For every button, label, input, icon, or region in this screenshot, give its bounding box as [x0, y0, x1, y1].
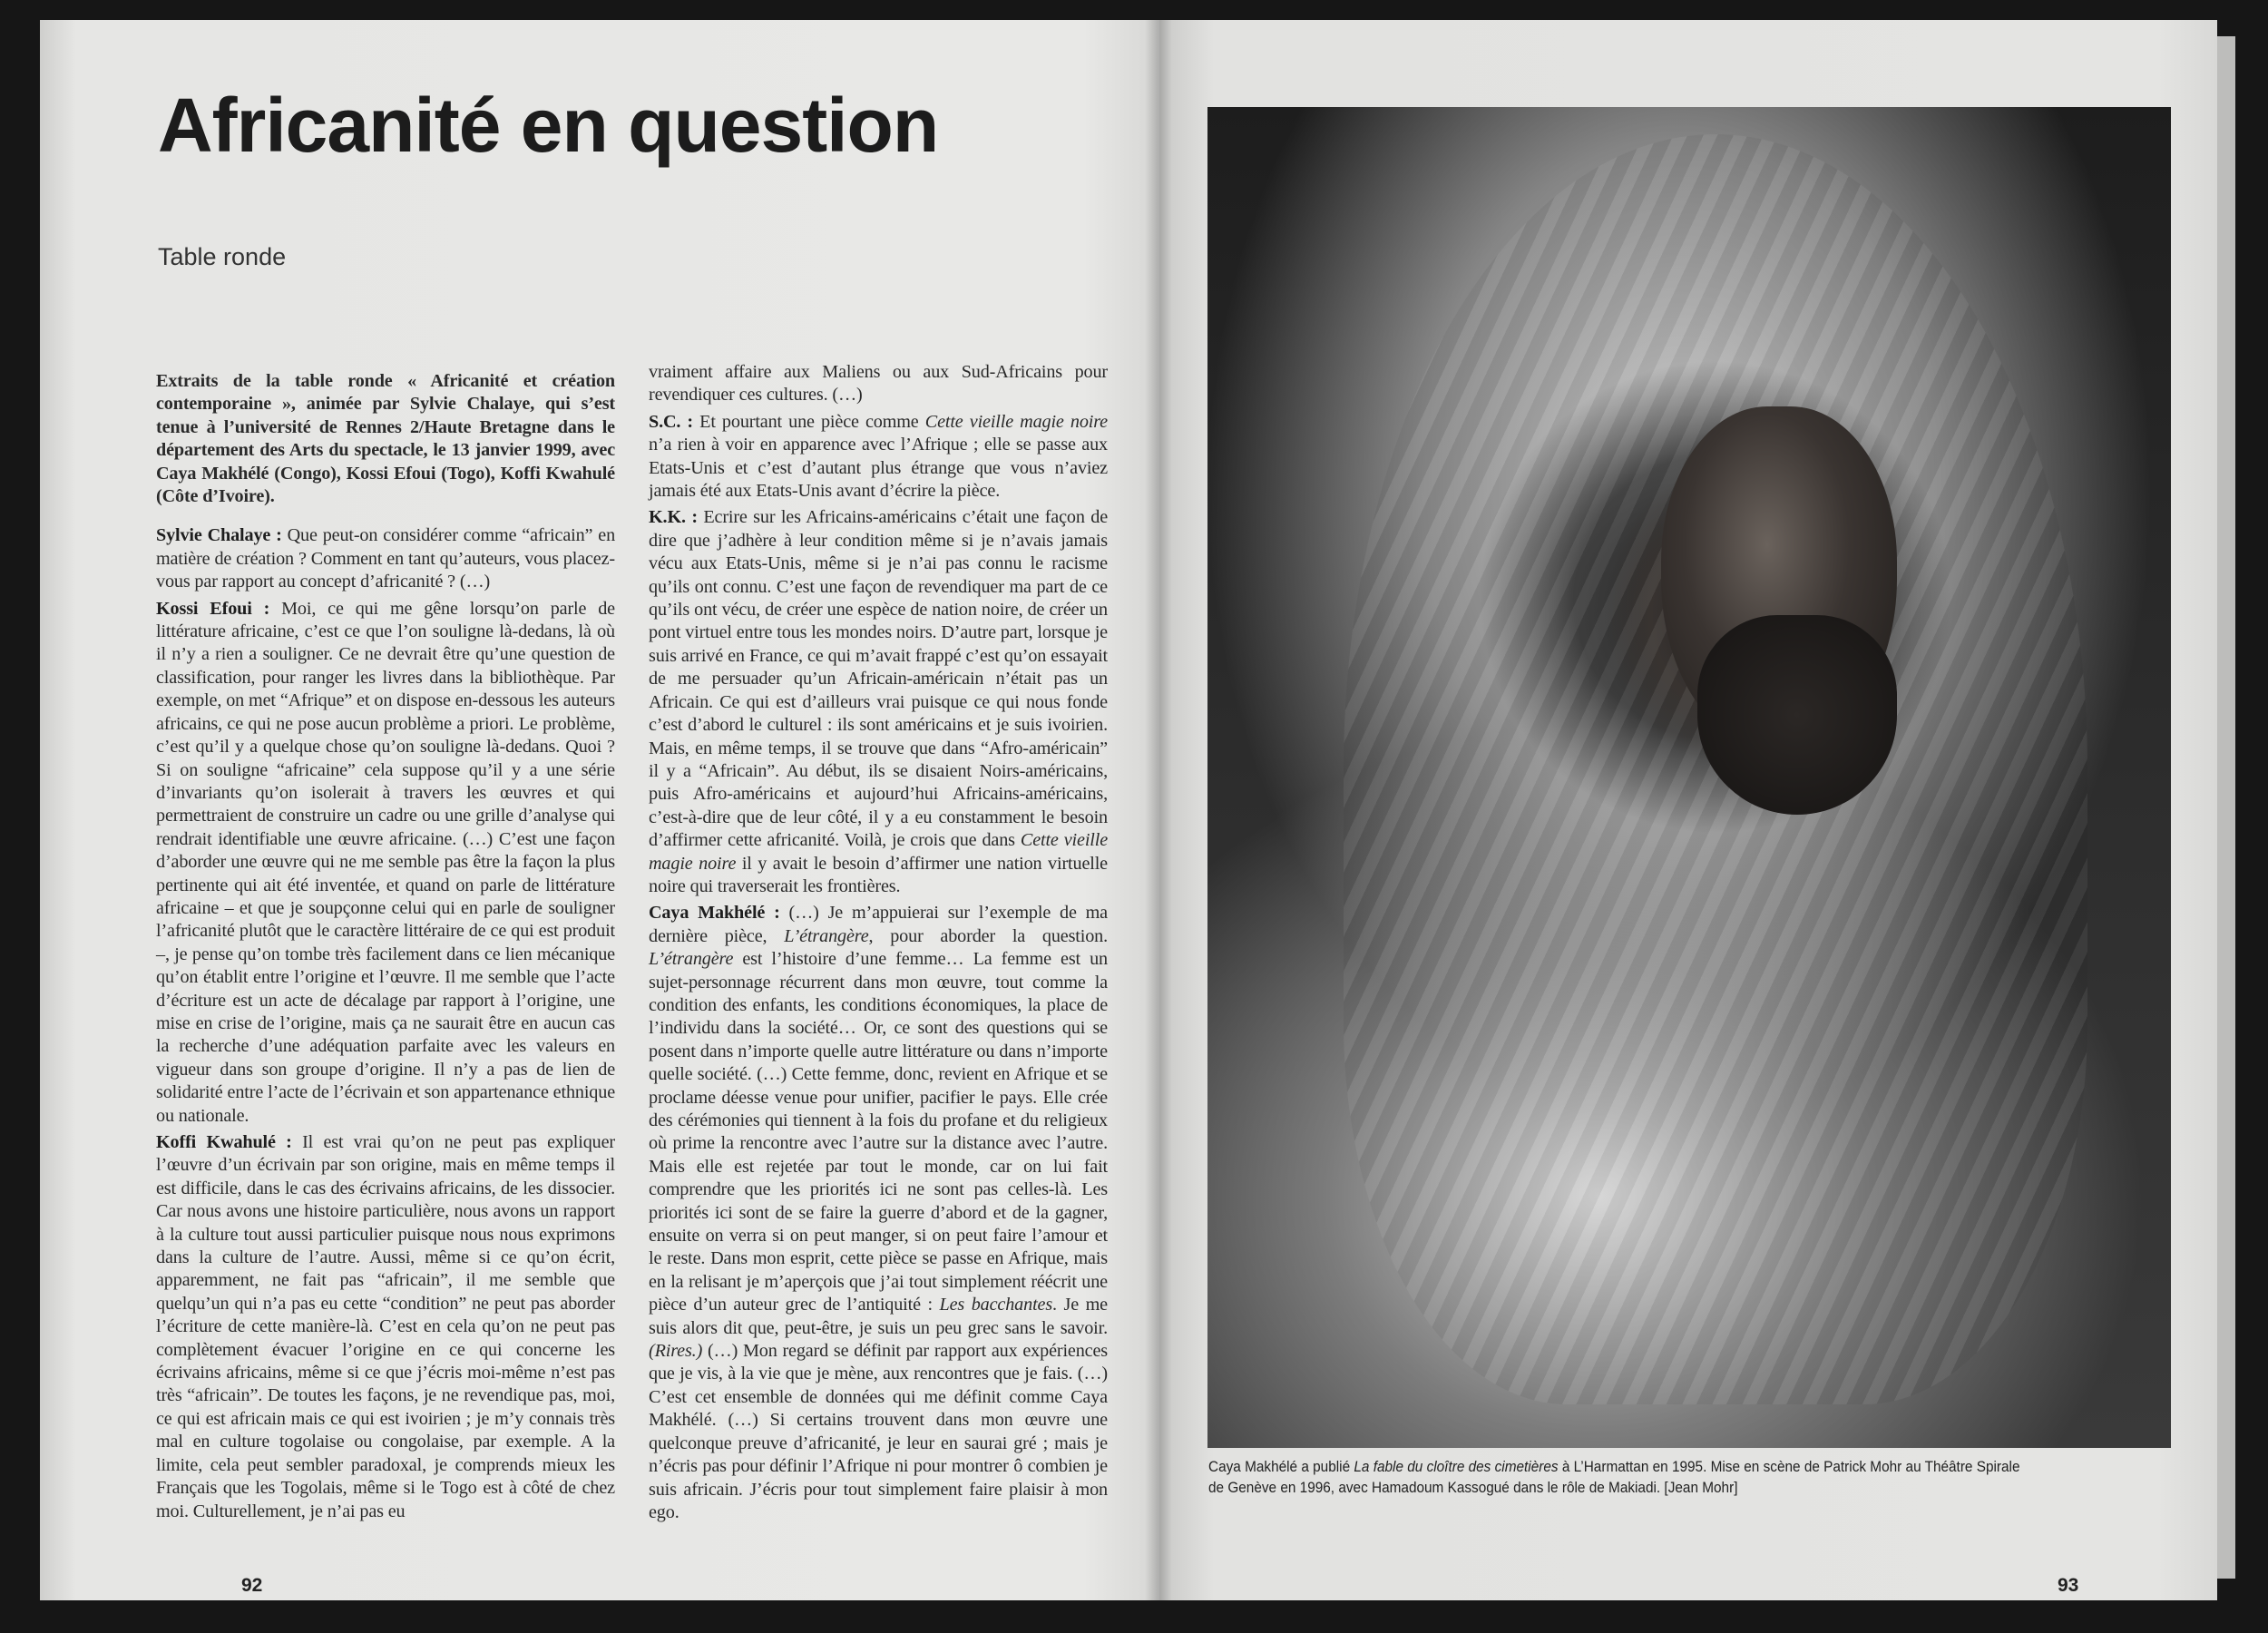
- body-text: Et pourtant une pièce comme: [693, 411, 925, 432]
- paragraph: [649, 506, 1108, 898]
- italic-title-text: Cette vieille magie noire: [924, 411, 1108, 432]
- body-text: . Je me suis alors dit que, peut-être, je suis un peu grec sans le savoir.: [649, 1295, 1108, 1338]
- speaker-name: Caya Makhélé :: [649, 903, 780, 924]
- body-text: Il est vrai qu’on ne peut pas expliquer l’œuvre d’un écrivain par son origine, mais en même temps il est difficile, dans le cas des écrivains africains, de les dissocier. Car nous avons une histoire particulière, nous avons un rapport à la culture tout aussi particulier puisque nous nous exprimons dans la culture de l’autre. Aussi, même si ce qu’on écrit, apparemment, ne fait pas “africain”, il me semble que quelqu’un qui n’a pas eu cette “condition” ne peut pas aborder l’écriture de cette manière-là. C’est en cela qu’on ne peut pas complètement évacuer l’origine en ce qui concerne les écrivains africains, même si ce que j’écris moi-même n’est pas très “africain”. De toutes les façons, je ne revendique pas, moi, ce qui est africain mais ce qui est ivoirien ; je m’y connais très mal en culture togolaise ou congolaise, par exemple. A la limite, cela peut sembler paradoxal, je comprends mieux les Français que les Togolais, même si le Togo est à côté de chez moi. Culturellement, je n’ai pas eu: [156, 1132, 615, 1521]
- caption-book-title: La fable du cloître des cimetières: [1354, 1459, 1559, 1475]
- italic-title-text: L’étrangère: [649, 949, 734, 970]
- caption-text: de Genève en 1996, avec Hamadoum Kassogué dans le rôle de Makiadi. [Jean Mohr]: [1208, 1480, 1738, 1496]
- italic-title-text: Cette vieille magie noire: [649, 830, 1109, 874]
- body-text: (…) Mon regard se définit par rapport aux expériences que je vis, à la vie que je mène, aux rencontres que je fais. (…) C’est cet ensemble de données qui me définit comme Caya Makhélé. (…) Si certains trouvent dans mon œuvre une quelconque preuve d’africanité, je leur en saurai gré ; mais je n’écris pas pour définir l’Afrique ni pour montrer ô combien je suis africain. J’écris pour tout simplement faire plaisir à mon ego.: [649, 1341, 1108, 1522]
- body-text: (…) Je m’appuierai sur l’exemple de ma dernière pièce,: [649, 903, 1108, 946]
- intro-paragraph: [156, 370, 615, 508]
- paragraph: [156, 598, 615, 1128]
- right-text-column: [649, 361, 1108, 1528]
- body-text: Extraits de la table ronde « Africanité et création contemporaine », animée par Sylvie Chalaye, qui s’est tenue à l’université de Rennes 2/Haute Bretagne dans le département des Arts du spectacle, le 13 janvier 1999, avec Caya Makhélé (Congo), Kossi Efoui (Togo), Koffi Kwahulé (Côte d’Ivoire).: [156, 371, 615, 507]
- body-text: Moi, ce qui me gêne lorsqu’on parle de littérature africaine, c’est ce que l’on souligne là-dedans, là où il n’y a rien a souligner. Ce ne devrait être qu’une question de classification, pour ranger les livres dans la bibliothèque. Par exemple, on met “Afrique” et on dispose en-dessous les auteurs africains, ce qui ne pose aucun problème a priori. Le problème, c’est qu’il y a quelque chose qu’on souligne là-dedans. Quoi ? Si on souligne “africaine” cela suppose qu’il y a une série d’invariants qu’on isolerait à travers les œuvres et qui permettraient de construire un cadre ou une grille d’analyse qui rendrait identifiable une œuvre africaine. (…) C’est une façon d’aborder une œuvre qui ne me semble pas être la façon la plus pertinente qui ait été inventée, et quand on parle de littérature africaine – et que je soupçonne celui qui en parle de souligner l’africanité plutôt que le caractère littéraire de ce qui est produit –, je pense qu’on tombe très facilement dans ce lien mécanique qu’on établit entre l’origine et l’œuvre. Il me semble que l’acte d’écriture est un acte de décalage par rapport à l’origine, une mise en crise de l’origine, mais ça ne saurait être en aucun cas la recherche d’une adéquation parfaite avec les valeurs en vigueur dans son groupe d’origine. Il n’y a pas de lien de solidarité entre l’acte de l’écrivain et son appartenance ethnique ou nationale.: [156, 598, 615, 1126]
- article-subtitle: Table ronde: [158, 243, 287, 270]
- paragraph: [156, 1131, 615, 1523]
- paragraph: [649, 411, 1108, 504]
- caption-text: Caya Makhélé a publié: [1208, 1459, 1354, 1475]
- caption-text: à L’Harmattan en 1995. Mise en scène de Patrick Mohr au Théâtre Spirale: [1558, 1459, 2020, 1475]
- speaker-name: Koffi Kwahulé :: [156, 1132, 292, 1152]
- photo-caption: [1208, 1457, 2103, 1499]
- body-text: , pour aborder la question.: [868, 925, 1108, 946]
- paragraph: [649, 902, 1108, 1524]
- page-number-right: 93: [2058, 1575, 2079, 1596]
- italic-title-text: L’étrangère: [784, 925, 869, 946]
- speaker-name: Sylvie Chalaye :: [156, 525, 282, 546]
- portrait-photo: [1207, 107, 2171, 1448]
- speaker-name: S.C. :: [649, 411, 694, 432]
- body-text: il y avait le besoin d’affirmer une nation virtuelle noire qui traverserait les frontières.: [649, 853, 1108, 896]
- body-text: Que peut-on considérer comme “africain” en matière de création ? Comment en tant qu’auteurs, vous placez-vous par rapport au concept d’africanité ? (…): [156, 525, 616, 592]
- italic-title-text: (Rires.): [649, 1341, 703, 1362]
- body-text: vraiment affaire aux Maliens ou aux Sud-Africains pour revendiquer ces cultures. (…): [649, 362, 1108, 406]
- book-gutter: [1145, 20, 1172, 1600]
- speaker-name: Kossi Efoui :: [156, 598, 270, 619]
- page-edge: [2217, 36, 2235, 1579]
- article-title: Africanité en question: [158, 83, 939, 168]
- page-number-left: 92: [241, 1575, 263, 1596]
- body-text: Ecrire sur les Africains-américains c’était une façon de dire que j’adhère à leur condition même si je n’avais jamais vécu aux Etats-Unis, même si je n’ai pas connu le racisme qu’ils ont connu. C’est une façon de revendiquer ma part de ce qu’ils ont vécu, de créer une espèce de nation noire, de créer un pont virtuel entre tous les mondes noirs. D’autre part, lorsque je suis arrivé en France, ce qui m’avait frappé c’est qu’on essayait de me persuader qu’un Africain-américain n’était pas un Africain. Ce qui est d’ailleurs vrai puisque ce qui nous fonde c’est d’abord le culturel : ils sont américains et je suis ivoirien. Mais, en même temps, il se trouve que dans “Afro-américain” il y a “Africain”. Au début, ils se disaient Noirs-américains, puis Afro-américains et aujourd’hui Africains-américains, c’est-à-dire que de leur côté, il y a eu constamment le besoin d’affirmer cette africanité. Voilà, je crois que dans: [649, 507, 1108, 851]
- paragraph: [649, 361, 1108, 407]
- body-text: est l’histoire d’une femme… La femme est un sujet-personnage récurrent dans mon œuvre, tout comme la condition des enfants, les conditions économiques, la place de l’individu dans la société… Or, ce sont des questions qui se posent dans n’importe quelle autre littérature ou dans n’importe quelle société. (…) Cette femme, donc, revient en Afrique et se proclame déesse venue pour unifier, pacifier le pays. Elle crée des cérémonies qui tiennent à la fois du profane et du religieux où prime la rencontre avec l’autre sur la distance avec l’autre. Mais elle est rejetée par tout le monde, car on lui fait comprendre que les priorités ici ne sont pas celles-là. Les priorités ici sont de se faire la guerre d’abord et de la gagner, ensuite on verra si on peut manger, si on peut faire l’amour et le reste. Dans mon esprit, cette pièce se passe en Afrique, mais en la relisant je m’aperçois que j’ai tout simplement réécrit une pièce d’un auteur grec de l’antiquité :: [649, 949, 1108, 1315]
- speaker-name: K.K. :: [649, 507, 698, 528]
- beard: [1697, 615, 1897, 815]
- body-text: n’a rien à voir en apparence avec l’Afrique ; elle se passe aux Etats-Unis et c’est d’autant plus étrange que vous n’aviez jamais été aux Etats-Unis avant d’écrire la pièce.: [649, 435, 1108, 502]
- left-text-column: [156, 370, 615, 1527]
- italic-title-text: Les bacchantes: [939, 1295, 1053, 1315]
- paragraph: [156, 524, 615, 593]
